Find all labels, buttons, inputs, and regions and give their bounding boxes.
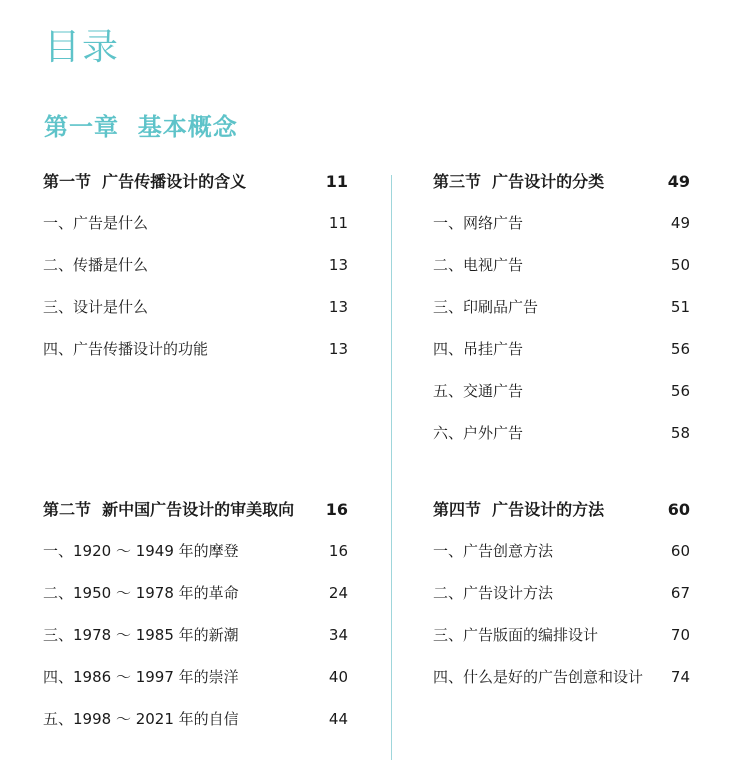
chapter-title: 第一章 基本概念 [44,113,238,141]
toc-entry-page: 44 [328,710,348,728]
toc-entry[interactable] [43,295,348,319]
toc-entry[interactable] [433,539,690,563]
toc-entry[interactable] [433,665,690,689]
toc-heading-label: 第三节 广告设计的分类 [433,172,605,191]
toc-entry-label: 一、广告创意方法 [433,542,554,560]
toc-entry[interactable] [433,337,690,361]
toc-entry-page: 13 [328,298,348,316]
toc-section-1 [43,170,348,370]
toc-entry-label: 四、1986 ～ 1997 年的崇洋 [43,668,239,686]
toc-section-heading[interactable] [43,498,348,522]
toc-entry[interactable] [43,539,348,563]
toc-heading-label: 第四节 广告设计的方法 [433,500,605,519]
toc-heading-label: 第一节 广告传播设计的含义 [43,172,247,191]
toc-entry-label: 一、1920 ～ 1949 年的摩登 [43,542,239,560]
toc-entry[interactable] [43,665,348,689]
toc-entry-page: 49 [670,214,690,232]
toc-heading-label: 第二节 新中国广告设计的审美取向 [43,500,295,519]
toc-entry[interactable] [433,253,690,277]
toc-entry[interactable] [43,623,348,647]
toc-heading-page: 49 [667,172,690,191]
toc-entry[interactable] [433,623,690,647]
toc-section-heading[interactable] [433,498,690,522]
toc-entry-label: 三、印刷品广告 [433,298,539,316]
toc-entry-page: 70 [670,626,690,644]
toc-entry-label: 二、电视广告 [433,256,524,274]
toc-entry-label: 五、交通广告 [433,382,524,400]
toc-entry-label: 三、1978 ～ 1985 年的新潮 [43,626,239,644]
toc-entry-page: 56 [670,340,690,358]
toc-section-4 [433,498,690,698]
toc-entry[interactable] [433,211,690,235]
toc-entry-label: 二、传播是什么 [43,256,149,274]
toc-entry-page: 13 [328,256,348,274]
toc-heading-page: 11 [325,172,348,191]
toc-entry-label: 四、广告传播设计的功能 [43,340,209,358]
toc-entry-page: 11 [328,214,348,232]
toc-entry-page: 56 [670,382,690,400]
toc-entry-page: 24 [328,584,348,602]
toc-entry[interactable] [43,253,348,277]
toc-entry[interactable] [43,211,348,235]
toc-entry-page: 34 [328,626,348,644]
toc-entry-label: 一、广告是什么 [43,214,149,232]
toc-entry-page: 74 [670,668,690,686]
toc-entry-page: 50 [670,256,690,274]
toc-heading-page: 60 [667,500,690,519]
toc-entry-page: 67 [670,584,690,602]
toc-entry[interactable] [433,379,690,403]
toc-entry-label: 四、什么是好的广告创意和设计 [433,668,644,686]
toc-entry-label: 三、广告版面的编排设计 [433,626,599,644]
toc-section-heading[interactable] [43,170,348,194]
toc-entry[interactable] [43,581,348,605]
toc-entry-page: 58 [670,424,690,442]
toc-entry-page: 51 [670,298,690,316]
column-divider [391,175,392,760]
toc-entry-page: 60 [670,542,690,560]
toc-entry-label: 六、户外广告 [433,424,524,442]
toc-entry-page: 13 [328,340,348,358]
toc-entry-label: 一、网络广告 [433,214,524,232]
toc-entry[interactable] [433,295,690,319]
toc-entry-label: 五、1998 ～ 2021 年的自信 [43,710,239,728]
toc-entry-label: 二、广告设计方法 [433,584,554,602]
toc-entry-label: 三、设计是什么 [43,298,149,316]
toc-entry-label: 四、吊挂广告 [433,340,524,358]
toc-section-2 [43,498,348,738]
toc-entry[interactable] [433,581,690,605]
toc-section-3 [433,170,690,450]
page-title: 目录 [44,27,121,68]
toc-section-heading[interactable] [433,170,690,194]
toc-entry[interactable] [433,421,690,445]
toc-entry[interactable] [43,337,348,361]
toc-heading-page: 16 [325,500,348,519]
toc-entry-label: 二、1950 ～ 1978 年的革命 [43,584,239,602]
toc-entry-page: 16 [328,542,348,560]
toc-entry-page: 40 [328,668,348,686]
toc-entry[interactable] [43,707,348,731]
